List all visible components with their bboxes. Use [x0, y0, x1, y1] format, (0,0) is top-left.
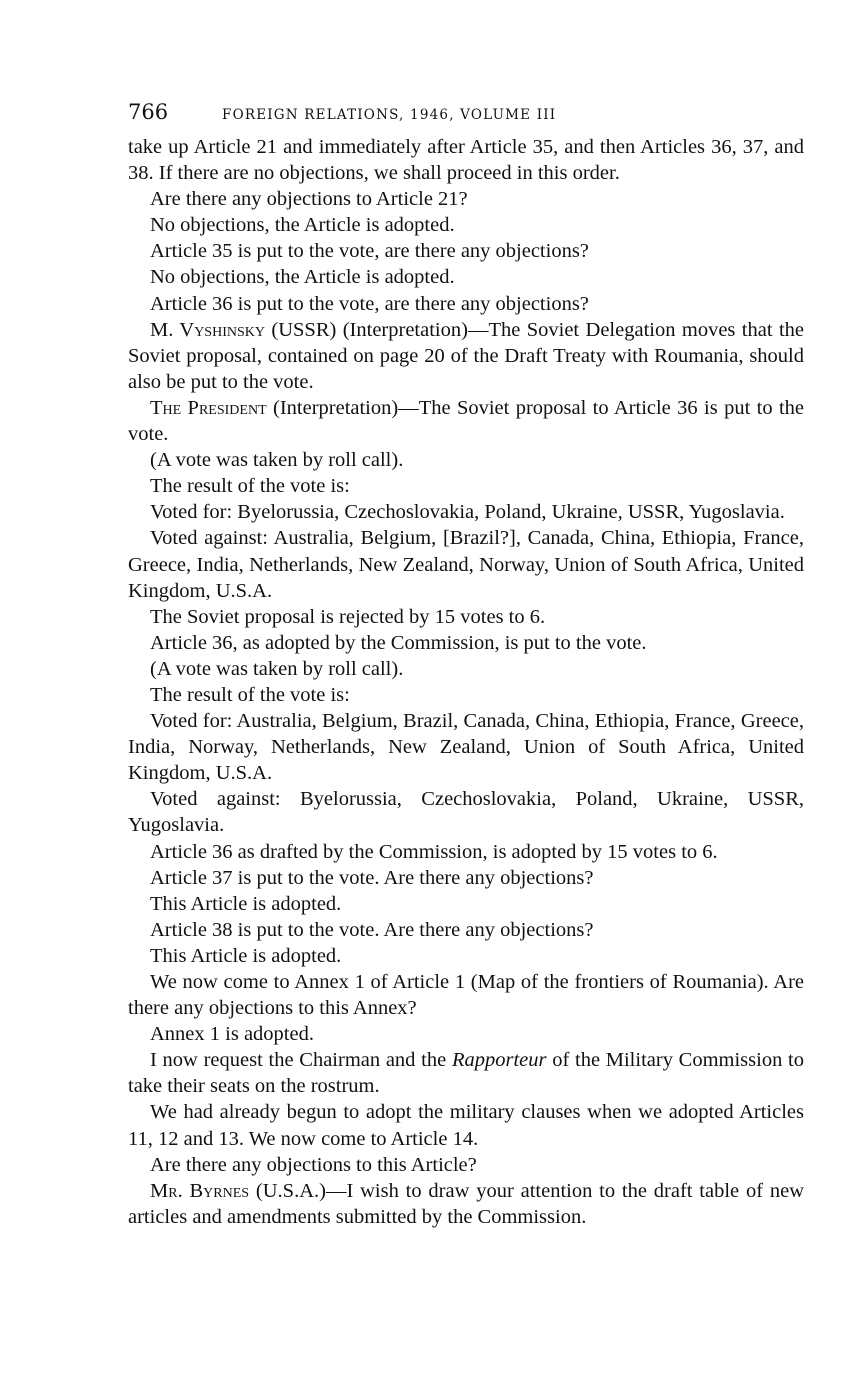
paragraph: Voted against: Byelorussia, Czechoslovakia, Poland, Ukraine, USSR, Yugoslavia.: [128, 788, 804, 837]
paragraph: The Soviet proposal is rejected by 15 votes to 6.: [150, 605, 546, 628]
paragraph: Voted for: Australia, Belgium, Brazil, Canada, China, Ethiopia, France, Greece, India, Norway, Netherlands, New Zealand, Union of South Africa, United Kingdom, U.S.A.: [128, 710, 804, 785]
body-text: [128, 134, 804, 1230]
paragraph: Article 36, as adopted by the Commission, is put to the vote.: [150, 631, 647, 654]
paragraph: (A vote was taken by roll call).: [150, 449, 404, 472]
paragraph: Are there any objections to this Article?: [150, 1153, 477, 1176]
page-header: [128, 100, 804, 134]
paragraph: Article 35 is put to the vote, are there any objections?: [150, 240, 589, 263]
paragraph: This Article is adopted.: [150, 944, 342, 967]
paragraph: Voted for: Byelorussia, Czechoslovakia, Poland, Ukraine, USSR, Yugoslavia.: [150, 501, 785, 524]
speaker-name: M. Vyshinsky: [150, 318, 265, 341]
paragraph: This Article is adopted.: [150, 892, 342, 915]
paragraph: Article 38 is put to the vote. Are there any objections?: [150, 918, 594, 941]
paragraph: Article 37 is put to the vote. Are there any objections?: [150, 866, 594, 889]
paragraph: No objections, the Article is adopted.: [150, 214, 455, 237]
paragraph: I now request the Chairman and the Rapporteur of the Military Commission to take their seats on the rostrum.: [128, 1049, 805, 1098]
paragraph: Are there any objections to Article 21?: [150, 188, 468, 211]
paragraph: (A vote was taken by roll call).: [150, 657, 404, 680]
paragraph: The President (Interpretation)—The Soviet proposal to Article 36 is put to the vote.: [128, 396, 804, 446]
paragraph: The result of the vote is:: [150, 475, 350, 498]
document-page: [128, 100, 804, 1230]
paragraph: No objections, the Article is adopted.: [150, 266, 455, 289]
paragraph: We now come to Annex 1 of Article 1 (Map of the frontiers of Roumania). Are there any objections to this Annex?: [128, 971, 804, 1020]
paragraph: We had already begun to adopt the military clauses when we adopted Articles 11, 12 and 13. We now come to Article 14.: [128, 1101, 804, 1150]
running-title: FOREIGN RELATIONS, 1946, VOLUME III: [222, 107, 557, 123]
speaker-name: The President: [150, 396, 267, 419]
speaker-name: Mr. Byrnes: [150, 1179, 250, 1202]
paragraph: Voted against: Australia, Belgium, [Brazil?], Canada, China, Ethiopia, France, Greece, India, Netherlands, New Zealand, Norway, Union of South Africa, United Kingdom, U.S.A.: [128, 527, 804, 602]
paragraph: Article 36 as drafted by the Commission, is adopted by 15 votes to 6.: [150, 840, 718, 863]
paragraph: Article 36 is put to the vote, are there any objections?: [150, 292, 589, 315]
italic-term: Rapporteur: [451, 1049, 547, 1072]
paragraph: Annex 1 is adopted.: [150, 1023, 314, 1046]
paragraph: take up Article 21 and immediately after Article 35, and then Articles 36, 37, and 38. If there are no objections, we shall proceed in this order.: [128, 136, 804, 185]
paragraph: The result of the vote is:: [150, 683, 350, 706]
paragraph: Mr. Byrnes (U.S.A.)—I wish to draw your attention to the draft table of new articles and amendments submitted by the Commission.: [128, 1179, 804, 1228]
page-number: 766: [128, 100, 169, 124]
paragraph: M. Vyshinsky (USSR) (Interpretation)—The Soviet Delegation moves that the Soviet proposal, contained on page 20 of the Draft Treaty with Roumania, should also be put to the vote.: [128, 318, 804, 393]
